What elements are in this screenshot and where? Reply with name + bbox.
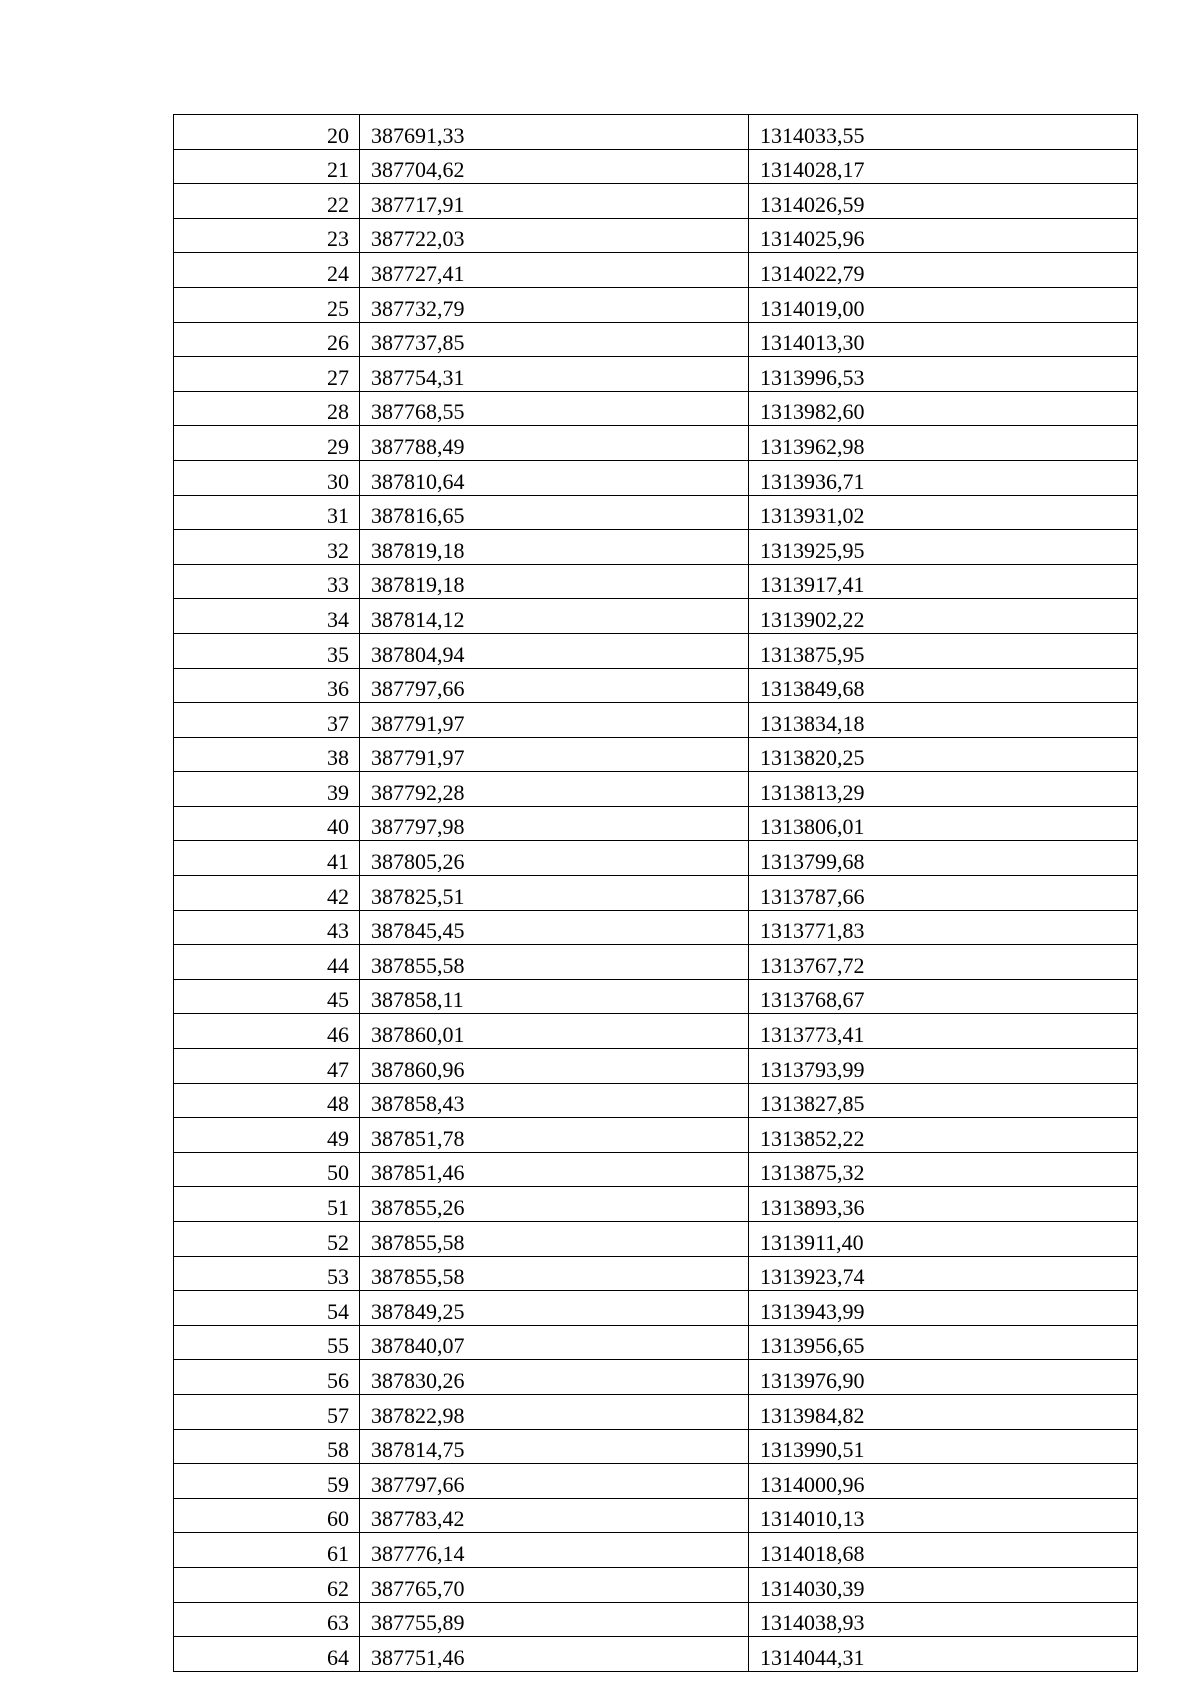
point-number-cell: 24	[174, 253, 360, 288]
point-number-cell: 33	[174, 564, 360, 599]
table-row	[174, 564, 1138, 599]
table-row	[174, 703, 1138, 738]
x-coordinate-cell: 387755,89	[360, 1602, 749, 1637]
point-number-cell: 28	[174, 391, 360, 426]
table-row	[174, 1083, 1138, 1118]
x-coordinate-cell: 387768,55	[360, 391, 749, 426]
table-row	[174, 1049, 1138, 1084]
y-coordinate-cell: 1314025,96	[749, 218, 1138, 253]
table-row	[174, 322, 1138, 357]
x-coordinate-cell: 387737,85	[360, 322, 749, 357]
point-number-cell: 49	[174, 1118, 360, 1153]
y-coordinate-cell: 1313767,72	[749, 945, 1138, 980]
y-coordinate-cell: 1314013,30	[749, 322, 1138, 357]
x-coordinate-cell: 387751,46	[360, 1637, 749, 1672]
x-coordinate-cell: 387804,94	[360, 633, 749, 668]
x-coordinate-cell: 387849,25	[360, 1291, 749, 1326]
x-coordinate-cell: 387797,66	[360, 668, 749, 703]
table-row	[174, 1429, 1138, 1464]
y-coordinate-cell: 1313875,95	[749, 633, 1138, 668]
x-coordinate-cell: 387792,28	[360, 772, 749, 807]
x-coordinate-cell: 387814,12	[360, 599, 749, 634]
table-row	[174, 979, 1138, 1014]
y-coordinate-cell: 1313820,25	[749, 737, 1138, 772]
table-row	[174, 1256, 1138, 1291]
table-row	[174, 1567, 1138, 1602]
coordinates-table	[173, 114, 1138, 1672]
x-coordinate-cell: 387860,01	[360, 1014, 749, 1049]
x-coordinate-cell: 387855,58	[360, 1222, 749, 1257]
y-coordinate-cell: 1313768,67	[749, 979, 1138, 1014]
y-coordinate-cell: 1314026,59	[749, 184, 1138, 219]
table-row	[174, 115, 1138, 150]
table-row	[174, 495, 1138, 530]
point-number-cell: 43	[174, 910, 360, 945]
y-coordinate-cell: 1313943,99	[749, 1291, 1138, 1326]
x-coordinate-cell: 387732,79	[360, 287, 749, 322]
table-row	[174, 184, 1138, 219]
y-coordinate-cell: 1314010,13	[749, 1498, 1138, 1533]
point-number-cell: 61	[174, 1533, 360, 1568]
x-coordinate-cell: 387845,45	[360, 910, 749, 945]
y-coordinate-cell: 1313923,74	[749, 1256, 1138, 1291]
x-coordinate-cell: 387855,58	[360, 1256, 749, 1291]
table-row	[174, 945, 1138, 980]
coordinates-table-body	[174, 115, 1138, 1672]
table-row	[174, 910, 1138, 945]
table-row	[174, 1325, 1138, 1360]
table-row	[174, 841, 1138, 876]
point-number-cell: 21	[174, 149, 360, 184]
x-coordinate-cell: 387727,41	[360, 253, 749, 288]
table-row	[174, 1118, 1138, 1153]
x-coordinate-cell: 387825,51	[360, 876, 749, 911]
x-coordinate-cell: 387814,75	[360, 1429, 749, 1464]
y-coordinate-cell: 1314028,17	[749, 149, 1138, 184]
x-coordinate-cell: 387791,97	[360, 737, 749, 772]
point-number-cell: 59	[174, 1464, 360, 1499]
table-row	[174, 668, 1138, 703]
point-number-cell: 51	[174, 1187, 360, 1222]
point-number-cell: 64	[174, 1637, 360, 1672]
x-coordinate-cell: 387860,96	[360, 1049, 749, 1084]
y-coordinate-cell: 1314022,79	[749, 253, 1138, 288]
y-coordinate-cell: 1314019,00	[749, 287, 1138, 322]
point-number-cell: 23	[174, 218, 360, 253]
table-row	[174, 1464, 1138, 1499]
y-coordinate-cell: 1314030,39	[749, 1567, 1138, 1602]
y-coordinate-cell: 1313976,90	[749, 1360, 1138, 1395]
point-number-cell: 40	[174, 806, 360, 841]
table-row	[174, 149, 1138, 184]
x-coordinate-cell: 387840,07	[360, 1325, 749, 1360]
y-coordinate-cell: 1313849,68	[749, 668, 1138, 703]
x-coordinate-cell: 387717,91	[360, 184, 749, 219]
table-row	[174, 737, 1138, 772]
x-coordinate-cell: 387797,98	[360, 806, 749, 841]
point-number-cell: 62	[174, 1567, 360, 1602]
y-coordinate-cell: 1313925,95	[749, 530, 1138, 565]
point-number-cell: 34	[174, 599, 360, 634]
y-coordinate-cell: 1314033,55	[749, 115, 1138, 150]
table-row	[174, 1187, 1138, 1222]
y-coordinate-cell: 1313773,41	[749, 1014, 1138, 1049]
y-coordinate-cell: 1313787,66	[749, 876, 1138, 911]
y-coordinate-cell: 1313875,32	[749, 1152, 1138, 1187]
point-number-cell: 25	[174, 287, 360, 322]
x-coordinate-cell: 387783,42	[360, 1498, 749, 1533]
point-number-cell: 31	[174, 495, 360, 530]
table-row	[174, 1637, 1138, 1672]
point-number-cell: 55	[174, 1325, 360, 1360]
table-row	[174, 1602, 1138, 1637]
table-row	[174, 806, 1138, 841]
y-coordinate-cell: 1313962,98	[749, 426, 1138, 461]
x-coordinate-cell: 387858,43	[360, 1083, 749, 1118]
point-number-cell: 58	[174, 1429, 360, 1464]
x-coordinate-cell: 387810,64	[360, 460, 749, 495]
y-coordinate-cell: 1313990,51	[749, 1429, 1138, 1464]
point-number-cell: 45	[174, 979, 360, 1014]
y-coordinate-cell: 1313917,41	[749, 564, 1138, 599]
point-number-cell: 27	[174, 357, 360, 392]
table-row	[174, 530, 1138, 565]
point-number-cell: 46	[174, 1014, 360, 1049]
x-coordinate-cell: 387765,70	[360, 1567, 749, 1602]
table-row	[174, 391, 1138, 426]
table-row	[174, 1152, 1138, 1187]
point-number-cell: 30	[174, 460, 360, 495]
x-coordinate-cell: 387822,98	[360, 1394, 749, 1429]
y-coordinate-cell: 1313931,02	[749, 495, 1138, 530]
x-coordinate-cell: 387791,97	[360, 703, 749, 738]
point-number-cell: 47	[174, 1049, 360, 1084]
x-coordinate-cell: 387816,65	[360, 495, 749, 530]
x-coordinate-cell: 387830,26	[360, 1360, 749, 1395]
table-row	[174, 1498, 1138, 1533]
x-coordinate-cell: 387722,03	[360, 218, 749, 253]
x-coordinate-cell: 387776,14	[360, 1533, 749, 1568]
x-coordinate-cell: 387691,33	[360, 115, 749, 150]
y-coordinate-cell: 1313806,01	[749, 806, 1138, 841]
table-row	[174, 1014, 1138, 1049]
table-row	[174, 772, 1138, 807]
point-number-cell: 38	[174, 737, 360, 772]
point-number-cell: 22	[174, 184, 360, 219]
y-coordinate-cell: 1313902,22	[749, 599, 1138, 634]
point-number-cell: 36	[174, 668, 360, 703]
y-coordinate-cell: 1313793,99	[749, 1049, 1138, 1084]
point-number-cell: 52	[174, 1222, 360, 1257]
y-coordinate-cell: 1313799,68	[749, 841, 1138, 876]
point-number-cell: 44	[174, 945, 360, 980]
x-coordinate-cell: 387819,18	[360, 530, 749, 565]
table-row	[174, 426, 1138, 461]
y-coordinate-cell: 1313827,85	[749, 1083, 1138, 1118]
y-coordinate-cell: 1313984,82	[749, 1394, 1138, 1429]
table-row	[174, 1291, 1138, 1326]
point-number-cell: 60	[174, 1498, 360, 1533]
y-coordinate-cell: 1313911,40	[749, 1222, 1138, 1257]
y-coordinate-cell: 1313813,29	[749, 772, 1138, 807]
point-number-cell: 37	[174, 703, 360, 738]
table-row	[174, 287, 1138, 322]
x-coordinate-cell: 387805,26	[360, 841, 749, 876]
x-coordinate-cell: 387819,18	[360, 564, 749, 599]
table-row	[174, 253, 1138, 288]
table-row	[174, 876, 1138, 911]
table-row	[174, 1394, 1138, 1429]
y-coordinate-cell: 1313982,60	[749, 391, 1138, 426]
x-coordinate-cell: 387797,66	[360, 1464, 749, 1499]
point-number-cell: 26	[174, 322, 360, 357]
point-number-cell: 57	[174, 1394, 360, 1429]
y-coordinate-cell: 1313852,22	[749, 1118, 1138, 1153]
y-coordinate-cell: 1313771,83	[749, 910, 1138, 945]
point-number-cell: 35	[174, 633, 360, 668]
table-row	[174, 357, 1138, 392]
y-coordinate-cell: 1314044,31	[749, 1637, 1138, 1672]
table-row	[174, 599, 1138, 634]
point-number-cell: 53	[174, 1256, 360, 1291]
table-row	[174, 1222, 1138, 1257]
y-coordinate-cell: 1313936,71	[749, 460, 1138, 495]
y-coordinate-cell: 1314038,93	[749, 1602, 1138, 1637]
y-coordinate-cell: 1313956,65	[749, 1325, 1138, 1360]
table-row	[174, 460, 1138, 495]
table-row	[174, 1360, 1138, 1395]
point-number-cell: 56	[174, 1360, 360, 1395]
point-number-cell: 29	[174, 426, 360, 461]
x-coordinate-cell: 387788,49	[360, 426, 749, 461]
point-number-cell: 42	[174, 876, 360, 911]
table-row	[174, 1533, 1138, 1568]
point-number-cell: 54	[174, 1291, 360, 1326]
x-coordinate-cell: 387851,78	[360, 1118, 749, 1153]
point-number-cell: 32	[174, 530, 360, 565]
y-coordinate-cell: 1313834,18	[749, 703, 1138, 738]
x-coordinate-cell: 387754,31	[360, 357, 749, 392]
x-coordinate-cell: 387855,58	[360, 945, 749, 980]
table-row	[174, 633, 1138, 668]
x-coordinate-cell: 387855,26	[360, 1187, 749, 1222]
point-number-cell: 20	[174, 115, 360, 150]
point-number-cell: 39	[174, 772, 360, 807]
y-coordinate-cell: 1313996,53	[749, 357, 1138, 392]
y-coordinate-cell: 1314000,96	[749, 1464, 1138, 1499]
point-number-cell: 63	[174, 1602, 360, 1637]
x-coordinate-cell: 387858,11	[360, 979, 749, 1014]
point-number-cell: 41	[174, 841, 360, 876]
point-number-cell: 48	[174, 1083, 360, 1118]
x-coordinate-cell: 387704,62	[360, 149, 749, 184]
y-coordinate-cell: 1314018,68	[749, 1533, 1138, 1568]
table-row	[174, 218, 1138, 253]
point-number-cell: 50	[174, 1152, 360, 1187]
x-coordinate-cell: 387851,46	[360, 1152, 749, 1187]
y-coordinate-cell: 1313893,36	[749, 1187, 1138, 1222]
